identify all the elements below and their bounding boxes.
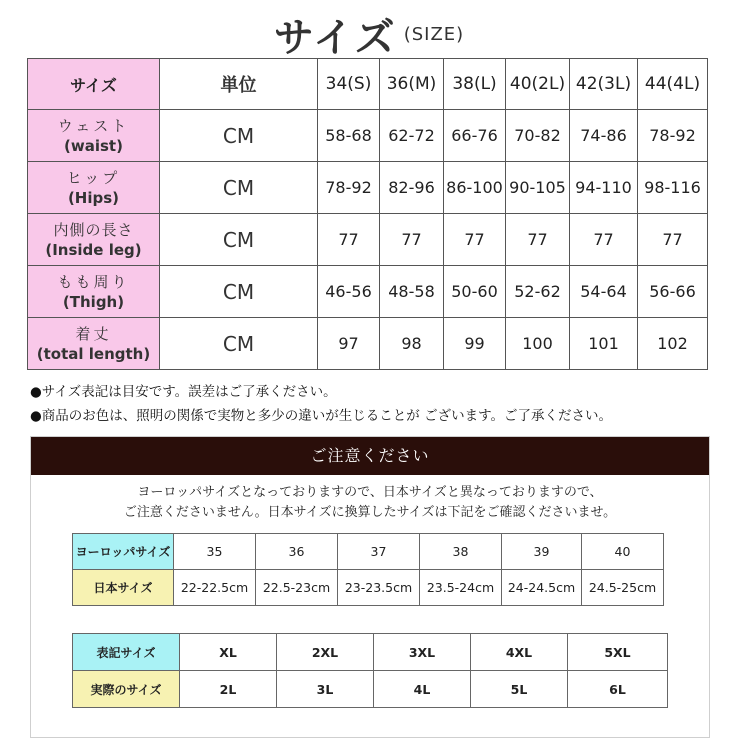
row-label: ヨーロッパサイズ (73, 534, 174, 570)
size-notes (30, 380, 612, 428)
unit-cell: CM (160, 162, 318, 214)
row-label-en: (Thigh) (62, 292, 125, 311)
table-cell: 36 (256, 534, 338, 570)
letter-size-table (72, 633, 668, 708)
row-label (28, 214, 160, 266)
size-row-hips (28, 162, 708, 214)
table-cell: 100 (506, 318, 570, 370)
table-cell: 54-64 (570, 266, 638, 318)
table-cell: 5L (471, 671, 568, 708)
title-main: サイズ (273, 15, 397, 61)
row-label (28, 110, 160, 162)
row-label (28, 162, 160, 214)
table-cell: 22.5-23cm (256, 570, 338, 606)
table-cell: 62-72 (380, 110, 444, 162)
note-line: ●商品のお色は、照明の関係で実物と多少の違いが生じることが ございます。ご了承ください。 (30, 408, 612, 424)
size-column-header: 38(L) (444, 59, 506, 110)
row-label (28, 318, 160, 370)
row-label: 実際のサイズ (73, 671, 180, 708)
size-row-waist (28, 110, 708, 162)
table-cell: 77 (506, 214, 570, 266)
unit-cell: CM (160, 266, 318, 318)
table-cell: 50-60 (444, 266, 506, 318)
row-label: 日本サイズ (73, 570, 174, 606)
table-cell: 2XL (277, 634, 374, 671)
table-cell: 6L (568, 671, 668, 708)
page-title (0, 6, 738, 61)
row-label: 表記サイズ (73, 634, 180, 671)
table-cell: 46-56 (318, 266, 380, 318)
size-corner-cell: サイズ (28, 59, 160, 110)
size-row-inside-leg (28, 214, 708, 266)
unit-header-cell: 単位 (160, 59, 318, 110)
table-cell: XL (180, 634, 277, 671)
table-cell: 66-76 (444, 110, 506, 162)
size-column-header: 40(2L) (506, 59, 570, 110)
table-cell: 99 (444, 318, 506, 370)
notice-text-line: ヨーロッパサイズとなっておりますので、日本サイズと異なっておりますので、 (137, 485, 603, 500)
row-label-jp: もも周り (57, 272, 130, 291)
row-label (28, 266, 160, 318)
table-cell: 98 (380, 318, 444, 370)
row-label-jp: ヒップ (66, 168, 121, 187)
table-cell: 23-23.5cm (338, 570, 420, 606)
row-label-jp: ウェスト (57, 116, 130, 135)
table-cell: 101 (570, 318, 638, 370)
table-cell: 98-116 (638, 162, 708, 214)
table-cell: 39 (502, 534, 582, 570)
size-column-header: 42(3L) (570, 59, 638, 110)
table-cell: 77 (570, 214, 638, 266)
notice-text-line: ご注意くださいません。日本サイズに換算したサイズは下記をご確認くださいませ。 (123, 505, 617, 520)
table-cell: 78-92 (638, 110, 708, 162)
table-cell: 77 (318, 214, 380, 266)
shoe-row-european (73, 534, 664, 570)
unit-cell: CM (160, 214, 318, 266)
table-cell: 77 (638, 214, 708, 266)
table-cell: 4L (374, 671, 471, 708)
table-cell: 2L (180, 671, 277, 708)
table-cell: 3L (277, 671, 374, 708)
title-sub: (SIZE) (403, 24, 465, 45)
notice-text (31, 483, 709, 523)
letter-row-actual-size (73, 671, 668, 708)
table-cell: 86-100 (444, 162, 506, 214)
size-row-thigh (28, 266, 708, 318)
table-cell: 52-62 (506, 266, 570, 318)
table-cell: 82-96 (380, 162, 444, 214)
table-cell: 24-24.5cm (502, 570, 582, 606)
table-cell: 4XL (471, 634, 568, 671)
table-cell: 90-105 (506, 162, 570, 214)
table-cell: 48-58 (380, 266, 444, 318)
unit-cell: CM (160, 318, 318, 370)
table-cell: 70-82 (506, 110, 570, 162)
table-cell: 38 (420, 534, 502, 570)
table-cell: 5XL (568, 634, 668, 671)
table-cell: 23.5-24cm (420, 570, 502, 606)
shoe-size-table (72, 533, 664, 606)
table-cell: 102 (638, 318, 708, 370)
table-cell: 74-86 (570, 110, 638, 162)
row-label-en: (Inside leg) (45, 240, 142, 259)
row-label-jp: 着丈 (75, 324, 112, 343)
table-cell: 77 (380, 214, 444, 266)
shoe-row-japan (73, 570, 664, 606)
size-row-total-length (28, 318, 708, 370)
table-cell: 56-66 (638, 266, 708, 318)
table-cell: 22-22.5cm (174, 570, 256, 606)
row-label-en: (Hips) (67, 188, 120, 207)
row-label-en: (waist) (64, 136, 123, 155)
table-cell: 37 (338, 534, 420, 570)
table-cell: 77 (444, 214, 506, 266)
size-table (27, 58, 708, 370)
letter-row-label-size (73, 634, 668, 671)
table-cell: 78-92 (318, 162, 380, 214)
note-line: ●サイズ表記は目安です。誤差はご了承ください。 (30, 384, 337, 400)
size-column-header: 44(4L) (638, 59, 708, 110)
size-column-header: 36(M) (380, 59, 444, 110)
table-cell: 24.5-25cm (582, 570, 664, 606)
unit-cell: CM (160, 110, 318, 162)
table-cell: 40 (582, 534, 664, 570)
table-cell: 58-68 (318, 110, 380, 162)
table-cell: 3XL (374, 634, 471, 671)
size-column-header: 34(S) (318, 59, 380, 110)
row-label-en: (total length) (36, 344, 151, 363)
notice-title-bar: ご注意ください (31, 437, 709, 475)
table-cell: 94-110 (570, 162, 638, 214)
size-table-header-row (28, 59, 708, 110)
table-cell: 35 (174, 534, 256, 570)
table-cell: 97 (318, 318, 380, 370)
row-label-jp: 内側の長さ (53, 220, 134, 239)
notice-panel (30, 436, 710, 738)
